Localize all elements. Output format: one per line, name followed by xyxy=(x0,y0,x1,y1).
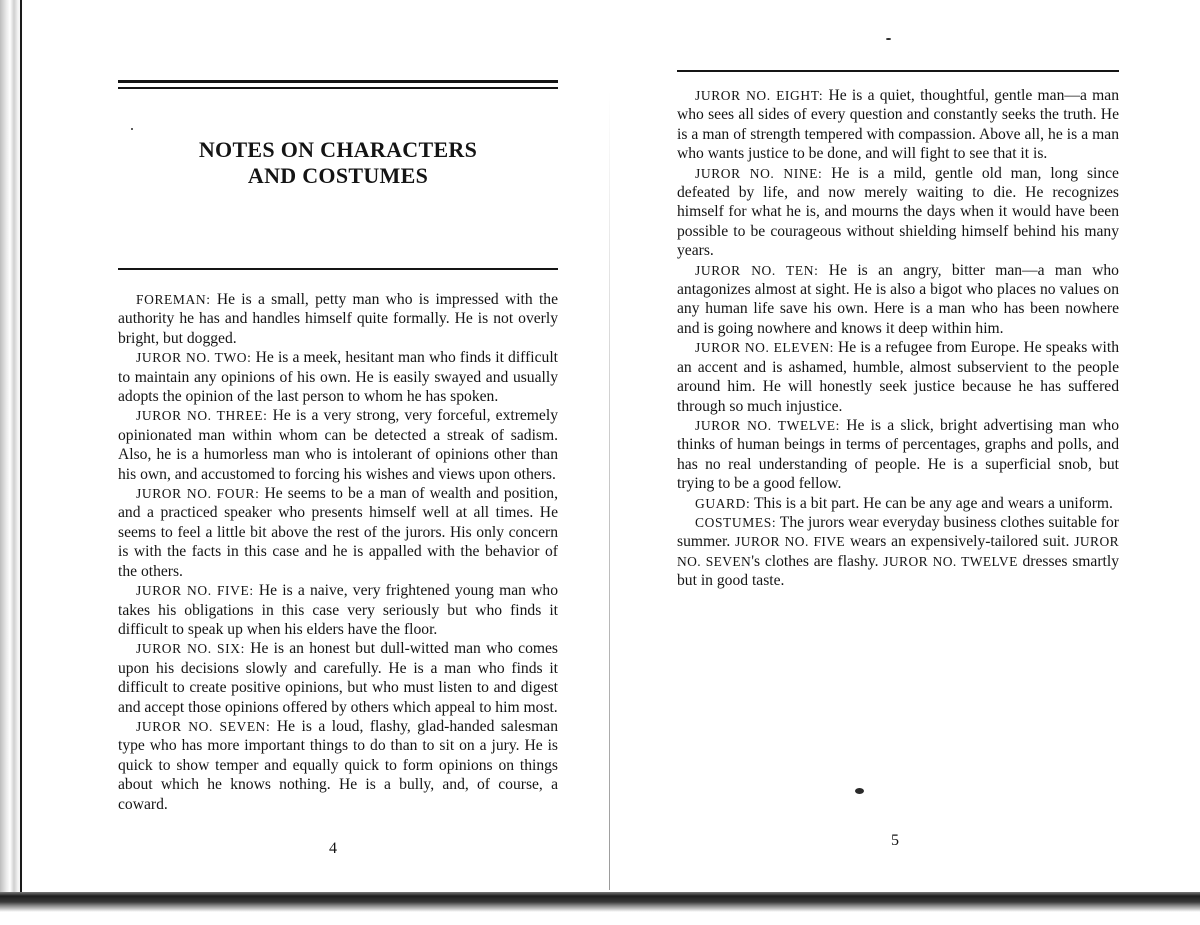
costumes-text-2: wears an expensively-tailored suit. xyxy=(845,533,1075,551)
entry-juror-four xyxy=(118,484,558,581)
character-name: JUROR NO. EIGHT: xyxy=(695,88,824,103)
costumes-text-4: dresses smartly but in good taste. xyxy=(677,552,1120,590)
page-gutter xyxy=(609,90,610,890)
character-description: He is a slick, bright advertising man who thinks of human beings in terms of percentages, graphs and polls, and has no real understanding of people. He is a superficial snob, but trying to be a good fellow. xyxy=(677,416,1119,493)
character-description: This is a bit part. He can be any age and wears a uniform. xyxy=(750,494,1113,512)
character-name: JUROR NO. TEN: xyxy=(695,262,819,278)
title-line-2: AND COSTUMES xyxy=(247,163,429,188)
character-description: He is a meek, hesitant man who finds it difficult to maintain any opinions of his own. He is easily swayed and usually adopts the opinion of the last person to whom he has spoken. xyxy=(118,349,558,406)
book-binding-shadow xyxy=(0,0,24,905)
entry-juror-five xyxy=(118,581,558,639)
character-name: JUROR NO. FOUR: xyxy=(136,486,260,502)
page-title xyxy=(118,89,558,227)
character-name: JUROR NO. TWO: xyxy=(136,350,252,366)
character-name: JUROR NO. ELEVEN: xyxy=(695,340,835,356)
costumes-ref-juror-twelve: JUROR NO. TWELVE xyxy=(883,553,1018,569)
entry-foreman xyxy=(118,290,558,348)
entry-juror-nine xyxy=(677,164,1119,261)
page-number-left: 4 xyxy=(329,840,337,857)
character-description: He is an angry, bitter man—a man who antagonizes almost at sight. He is also a bigot who places no values on any human life save his own. Here is a man who has been nowhere and is going nowhere and knows it deep within him. xyxy=(677,261,1119,337)
entry-juror-eleven xyxy=(677,338,1119,416)
entry-guard xyxy=(677,494,1119,513)
costumes-text-1: The jurors wear everyday business clothes suitable for summer. xyxy=(677,513,1119,551)
character-description: He seems to be a man of wealth and position, and a practiced speaker who presents himself well at all times. He seems to feel a little bit above the rest of the jurors. His only concern is with the facts in this case and he is appalled with the behavior of the others. xyxy=(118,485,558,580)
entry-juror-eight xyxy=(677,86,1119,164)
character-name: JUROR NO. SEVEN: xyxy=(136,718,271,734)
scan-speck xyxy=(855,788,864,794)
costumes-ref-juror-seven: JUROR NO. SEVEN xyxy=(677,534,1119,569)
entry-juror-seven xyxy=(118,717,558,814)
scan-speck xyxy=(886,38,891,40)
entry-juror-twelve xyxy=(677,416,1119,494)
entry-juror-two xyxy=(118,348,558,406)
character-notes-right xyxy=(677,86,1119,591)
costumes-label: COSTUMES: xyxy=(695,514,777,530)
character-description: He is an honest but dull-witted man who comes upon his decisions slowly and carefully. He is a man who finds it difficult to create positive opinions, but who must listen to and digest and accept those opinions offered by others which appeal to him most. xyxy=(118,640,558,716)
page-number-right: 5 xyxy=(891,832,899,849)
right-page xyxy=(677,70,1119,591)
character-description: He is a refugee from Europe. He speaks with an accent and is ashamed, humble, almost subservient to the people around him. He will honestly seek justice because he has suffered through so much injustice. xyxy=(677,339,1119,415)
character-description: He is a mild, gentle old man, long since defeated by life, and now merely waiting to die. He recognizes himself for what he is, and mourns the days when it would have been possible to be courageous without shielding himself behind his many years. xyxy=(677,164,1119,260)
entry-juror-six xyxy=(118,639,558,717)
left-page xyxy=(118,80,558,814)
character-description: He is a quiet, thoughtful, gentle man—a man who sees all sides of every question and constantly seeks the truth. He is a man of strength tempered with compassion. Above all, he is a man who wants justice to be done, and will fight to see that it is. xyxy=(677,87,1119,163)
title-line-1: NOTES ON CHARACTERS xyxy=(198,137,478,162)
character-name: FOREMAN: xyxy=(136,292,211,307)
costumes-text-3: 's clothes are flashy. xyxy=(751,552,884,570)
title-rule xyxy=(118,268,558,270)
header-rule xyxy=(677,70,1119,72)
entry-juror-ten xyxy=(677,261,1119,339)
character-notes-left xyxy=(118,290,558,814)
entry-juror-three xyxy=(118,406,558,484)
header-double-rule xyxy=(118,80,558,89)
character-description: He is a naive, very frightened young man who takes his obligations in this case very seriously but who finds it difficult to speak up when his elders have the floor. xyxy=(118,582,558,638)
character-name: JUROR NO. TWELVE: xyxy=(695,417,841,433)
character-name: JUROR NO. SIX: xyxy=(136,641,245,657)
character-name: JUROR NO. THREE: xyxy=(136,408,268,424)
character-name: JUROR NO. FIVE: xyxy=(136,583,254,599)
character-description: He is a very strong, very forceful, extremely opinionated man within whom can be detected a streak of sadism. Also, he is a humorless man who is intolerant of opinions other than his own, and accustomed to forcing his wishes and views upon others. xyxy=(118,407,558,483)
character-name: GUARD: xyxy=(695,495,751,511)
character-description: He is a small, petty man who is impressed with the authority he has and handles himself quite formally. He is not overly bright, but dogged. xyxy=(118,291,558,347)
character-description: He is a loud, flashy, glad-handed salesman type who has more important things to do than to sit on a jury. He is quick to show temper and equally quick to form opinions on things about which he knows nothing. He is a bully, and, of course, a coward. xyxy=(118,717,559,813)
book-bottom-edge xyxy=(0,892,1200,912)
scan-speck xyxy=(131,128,133,130)
character-name: JUROR NO. NINE: xyxy=(695,165,823,181)
entry-costumes xyxy=(677,513,1119,591)
costumes-ref-juror-five: JUROR NO. FIVE xyxy=(735,534,846,550)
